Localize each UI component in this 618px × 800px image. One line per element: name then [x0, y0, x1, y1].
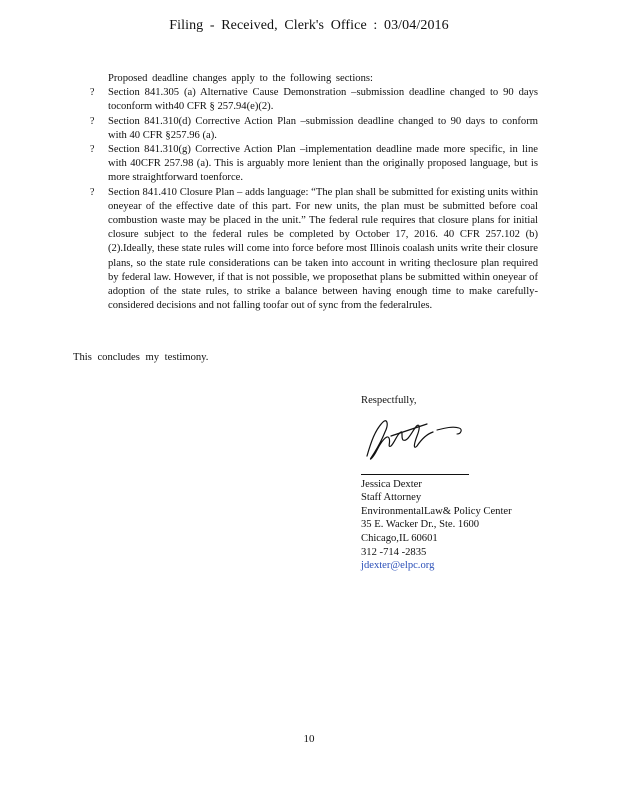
section-text: Section 841.310(g) Corrective Action Plan –implementation deadline made more specific, in line with 40CFR 257.98 (a). This is arguably more lenient than the originally proposed language, but is more straightforward toenforce. — [108, 144, 538, 184]
email-link[interactable]: jdexter@elpc.org — [361, 560, 435, 572]
list-item — [90, 115, 538, 143]
section-text: Section 841.310(d) Corrective Action Plan –submission deadline changed to 90 days to conform with 40 CFR §257.96 (a). — [108, 115, 538, 141]
list-item — [90, 186, 538, 314]
phone-number: 312 -714 -2835 — [361, 546, 427, 558]
handwritten-signature — [361, 412, 481, 464]
bullet-glyph: ? — [90, 186, 95, 198]
bullet-glyph: ? — [90, 144, 95, 156]
section-text: Section 841.305 (a) Alternative Cause Demonstration –submission deadline changed to 90 days toconform with40 CFR § 257.94(e)(2). — [108, 87, 538, 113]
intro-paragraph: Proposed deadline changes apply to the following sections: — [108, 73, 373, 84]
address-line-1: 35 E. Wacker Dr., Ste. 1600 — [361, 519, 480, 531]
signer-organization: EnvironmentalLaw& Policy Center — [361, 505, 512, 517]
list-item — [90, 143, 538, 186]
section-text: Section 841.410 Closure Plan – adds language: “The plan shall be submitted for existing units within oneyear of the effective date of this part. For new units, the plan must be submitted before coal combustion waste may be placed in the unit.” The federal rule requires that closure plans for initial closure subject to the federal rules be completed by October 17, 2016. 40 CFR 257.102 (b)(2).Ideally, these state rules will come into force before most Illinois coalash units write their closure plans, so the state rule considerations can be taken into account in writing theclosure plan required by federal law. However, if that is not possible, we proposethat plans be submitted within oneyear of adoption of the state rules, to strike a balance between having enough time to make carefully-considered decisions and not falling toofar out of sync from the federalrules. — [108, 186, 538, 312]
signature-line — [361, 474, 469, 475]
address-line-2: Chicago,IL 60601 — [361, 532, 438, 544]
section-list — [90, 86, 538, 313]
closing-salutation: Respectfully, — [361, 395, 417, 406]
document-body — [90, 72, 538, 313]
bullet-glyph: ? — [90, 87, 95, 99]
conclusion-text: This concludes my testimony. — [73, 352, 209, 363]
signer-title: Staff Attorney — [361, 492, 422, 504]
filing-header: Filing - Received, Clerk's Office : 03/04/2016 — [169, 18, 449, 33]
signer-name: Jessica Dexter — [361, 478, 422, 490]
signature-block — [361, 394, 512, 573]
bullet-glyph: ? — [90, 115, 95, 127]
list-item — [90, 86, 538, 114]
page-number: 10 — [303, 733, 315, 745]
